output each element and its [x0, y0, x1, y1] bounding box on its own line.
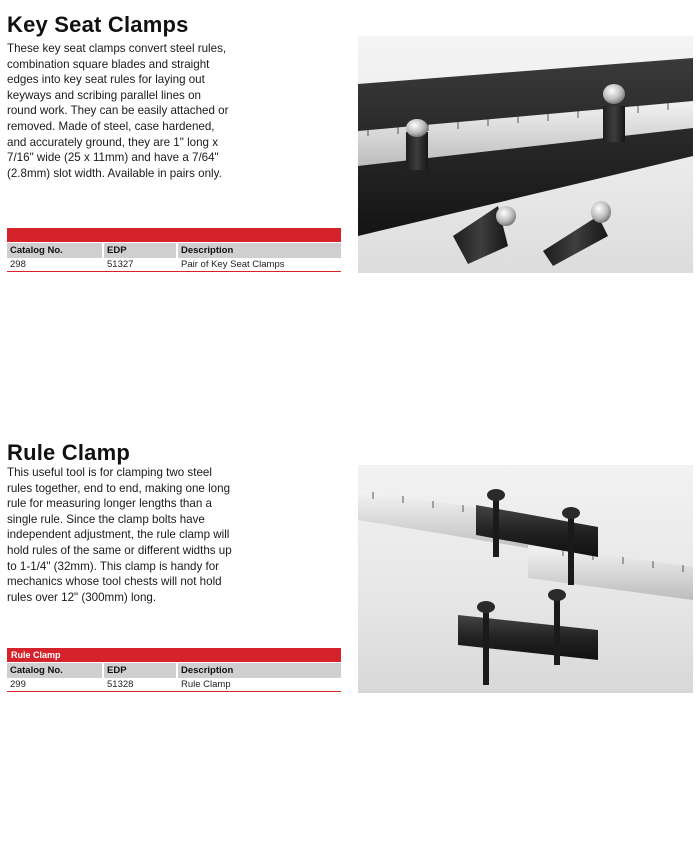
cell-edp: 51328	[107, 679, 134, 690]
section-title: Rule Clamp	[7, 440, 131, 465]
spec-table	[7, 228, 341, 272]
spec-table	[7, 648, 341, 692]
table-caption: Rule Clamp	[7, 648, 341, 662]
header-edp: EDP	[104, 243, 178, 258]
header-catalog-no: Catalog No.	[7, 243, 104, 258]
key-seat-clamps-section	[0, 0, 700, 300]
cell-description: Rule Clamp	[181, 679, 231, 690]
section-title: Key Seat Clamps	[7, 12, 189, 37]
table-row	[7, 258, 341, 272]
rule-clamp-section	[0, 430, 700, 720]
cell-catalog-no: 299	[10, 679, 26, 690]
rule-clamp-photo	[358, 465, 693, 693]
header-description: Description	[181, 245, 234, 256]
header-description: Description	[181, 665, 234, 676]
section-description: These key seat clamps convert steel rules, combination square blades and straight edges into key seat rules for laying out keyways and scribing parallel lines on round work. They can be easily attached or removed. Made of steel, case hardened, and accurately ground, they are 1" long x 7/16" wide (25 x 11mm) and have a 7/64" (2.8mm) slot width. Available in pairs only.	[7, 42, 229, 180]
table-header-row	[7, 242, 341, 258]
cell-catalog-no: 298	[10, 259, 26, 270]
section-description: This useful tool is for clamping two steel rules together, end to end, making one long rule for measuring longer lengths than a single rule. Since the clamp bolts have independent adjustment, the rule clamp will hold rules of the same or different widths up to 1-1/4" (32mm). This clamp is handy for mechanics whose tool chests will not hold rules over 12" (300mm) long.	[7, 466, 232, 604]
table-header-row	[7, 662, 341, 678]
header-catalog-no: Catalog No.	[7, 663, 104, 678]
table-row	[7, 678, 341, 692]
key-seat-clamps-photo	[358, 36, 693, 273]
cell-edp: 51327	[107, 259, 134, 270]
table-caption-bar	[7, 228, 341, 242]
cell-description: Pair of Key Seat Clamps	[181, 259, 285, 270]
header-edp: EDP	[104, 663, 178, 678]
